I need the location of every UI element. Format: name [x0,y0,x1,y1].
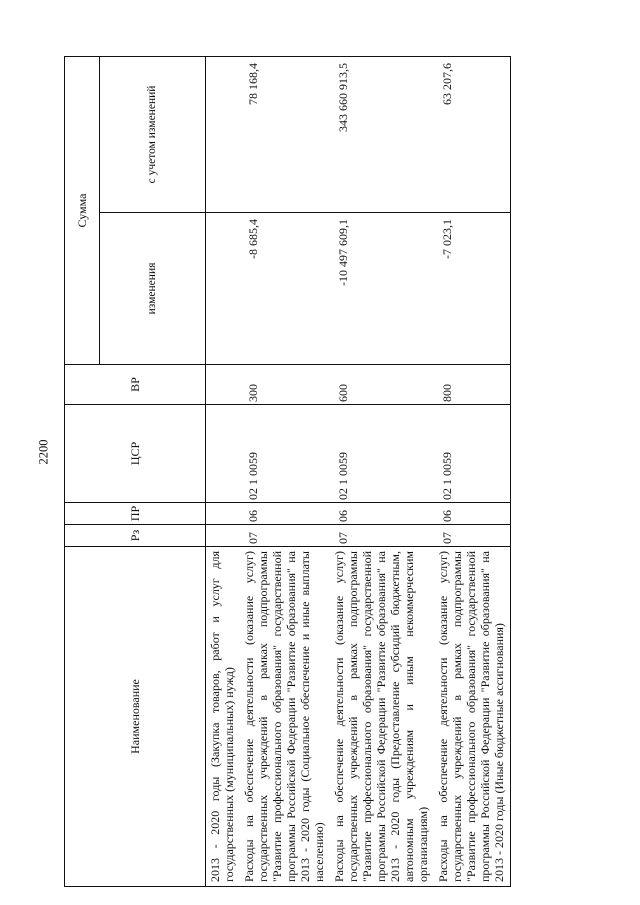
header-rz: Рз [65,525,206,547]
table-row [240,56,330,886]
row-rz: 07 [240,525,330,547]
header-pr: ПР [65,503,206,525]
row-pr: 06 [240,503,330,525]
row-csr: 02 1 0059 [330,405,434,503]
header-csr: ЦСР [65,405,206,503]
row-with-changes: 78 168,4 [240,56,330,212]
header-name: Наименование [65,547,206,887]
table-body [206,56,511,886]
rotated-page-content [64,57,574,887]
row-changes: -8 685,4 [240,213,330,365]
row-rz: 07 [330,525,434,547]
table-header [65,56,206,886]
budget-table [64,56,511,887]
row-with-changes: 343 660 913,5 [330,56,434,212]
row-vr: 300 [240,365,330,405]
header-sum: Сумма [65,56,100,364]
row-vr: 600 [330,365,434,405]
page-number: 2200 [36,439,51,465]
table-row [434,56,511,886]
row-csr: 02 1 0059 [240,405,330,503]
carryover-text: 2013 - 2020 годы (Закупка товаров, работ и услуг для государственных (муниципальных) нужд) [206,547,241,887]
row-changes: -7 023,1 [434,213,511,365]
header-vr: ВР [65,365,206,405]
header-with-changes: с учетом изменений [100,56,206,212]
row-with-changes: 63 207,6 [434,56,511,212]
row-csr: 02 1 0059 [434,405,511,503]
row-pr: 06 [330,503,434,525]
row-vr: 800 [434,365,511,405]
row-name: Расходы на обеспечение деятельности (оказание услуг) государственных учреждений в рамках подпрограммы "Развитие профессионального образования" государственной программы Российской Федерации "Развитие образования" на 2013 - 2020 годы (Предоставление субсидий бюджетным, автономным учреждениям и иным некоммерческим организациям) [330,547,434,887]
table-row [330,56,434,886]
row-changes: -10 497 609,1 [330,213,434,365]
row-name: Расходы на обеспечение деятельности (оказание услуг) государственных учреждений в рамках подпрограммы "Развитие профессионального образования" государственной программы Российской Федерации "Развитие образования" на 2013 - 2020 годы (Социальное обеспечение и иные выплаты населению) [240,547,330,887]
table-row-carryover [206,56,241,886]
row-rz: 07 [434,525,511,547]
row-pr: 06 [434,503,511,525]
header-changes: изменения [100,213,206,365]
row-name: Расходы на обеспечение деятельности (оказание услуг) государственных учреждений в рамках подпрограммы "Развитие профессионального образования" государственной программы Российской Федерации "Развитие образования" на 2013 - 2020 годы (Иные бюджетные ассигнования) [434,547,511,887]
